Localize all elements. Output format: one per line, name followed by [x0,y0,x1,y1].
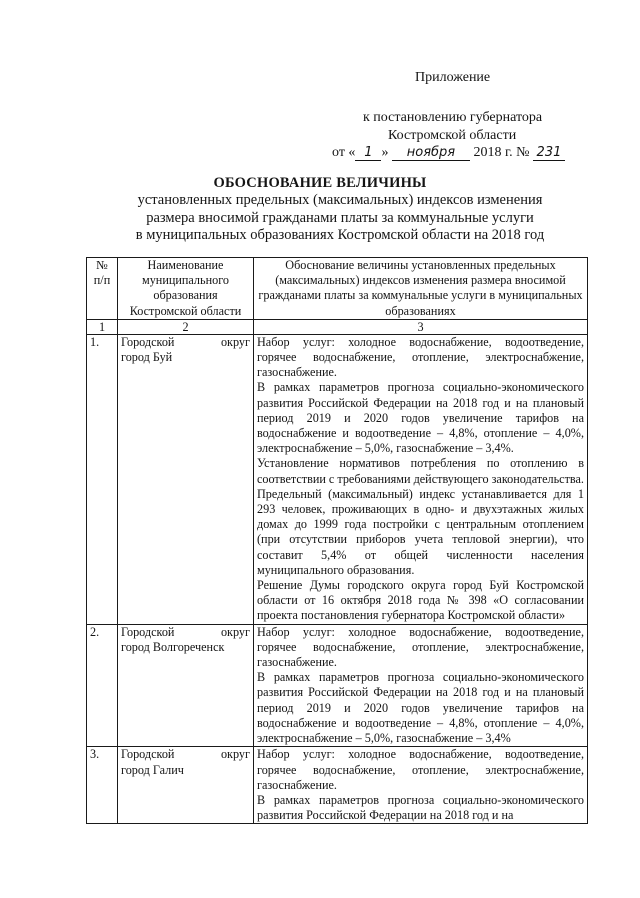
subtitle-line: установленных предельных (максимальных) индексов изменения [137,192,543,208]
decree-number-handwritten: 231 [533,146,565,161]
municipality-cell [118,624,254,747]
date-year: 2018 г. № [473,145,530,160]
date-month-handwritten: ноября [392,146,470,161]
justification-paragraph: В рамках параметров прогноза социально-экономического развития Российской Федерации на 2018 год и на плановый период 2019 и 2020 годов увеличение тарифов на водоснабжение и водоотведение – 4,8%, отопление – 4,0%, электроснабжение – 5,0%, газоснабжение – 3,4% [257,670,584,746]
justification-paragraph: Предельный (максимальный) индекс устанавливается для 1 293 человек, проживающих в одно- и двухэтажных жилых домах до 1999 года постройки с центральным отоплением (при отсутствии приборов учета тепловой энергии), что составит 5,4% от общей численности населения муниципального образования. [257,486,584,577]
row-number: 2. [87,624,118,747]
justification-cell [254,624,588,747]
justification-paragraph: В рамках параметров прогноза социально-экономического развития Российской Федерации на 2018 год и на [257,792,584,823]
index-cell: 3 [254,319,588,334]
table-row [87,624,588,747]
row-number: 3. [87,747,118,824]
date-mid: » [381,145,389,160]
subtitle-line: размера вносимой гражданами платы за коммунальные услуги [146,209,534,226]
date-prefix: от « [332,145,356,160]
index-cell: 2 [118,319,254,334]
justification-paragraph: Установление нормативов потребления по отоплению в соответствии с требованиями действующего законодательства. [257,456,584,486]
municipality-word: Городской [121,624,175,639]
justification-cell [254,334,588,624]
appendix-label: Приложение [415,70,491,85]
justification-paragraph: Набор услуг: холодное водоснабжение, водоотведение, горячее водоснабжение, отопление, электроснабжение, газоснабжение. [257,747,584,792]
municipality-word: округ [220,624,250,639]
subtitle-line: в муниципальных образованиях Костромской области на 2018 год [135,227,545,243]
municipality-name: город Буй [121,350,173,365]
municipality-word: округ [220,334,250,349]
decree-date-line [332,145,565,161]
decree-reference: к постановлению губернатора [363,110,543,125]
justification-paragraph: Набор услуг: холодное водоснабжение, водоотведение, горячее водоснабжение, отопление, электроснабжение, газоснабжение. [257,624,584,670]
justification-paragraph: В рамках параметров прогноза социально-экономического развития Российской Федерации на 2018 год и на плановый период 2019 и 2020 годов увеличение тарифов на водоснабжение и водоотведение – 4,8%, отопление – 4,0%, электроснабжение – 5,0%, газоснабжение – 3,4%. [257,380,584,456]
justification-cell [254,747,588,824]
municipality-name: город Волгореченск [121,639,225,654]
table-index-row [87,319,588,334]
justification-paragraph: Набор услуг: холодное водоснабжение, водоотведение, горячее водоснабжение, отопление, электроснабжение, газоснабжение. [257,334,584,380]
table-row [87,334,588,624]
municipality-cell [118,747,254,824]
municipality-cell [118,334,254,624]
municipality-word: Городской [121,747,175,762]
municipality-word: округ [220,747,250,762]
index-cell: 1 [87,319,118,334]
table-header-row [87,258,588,320]
header-cell-municipality: Наименование муниципального образования Костромской области [118,258,254,320]
date-day-handwritten: 1 [355,146,381,161]
table-row [87,747,588,824]
region-name: Костромской области [388,128,517,143]
justification-table [86,257,588,824]
document-subtitle [110,192,570,245]
document-title: ОБОСНОВАНИЕ ВЕЛИЧИНЫ [213,175,427,191]
municipality-name: город Галич [121,762,184,777]
row-number: 1. [87,334,118,624]
header-cell-justification: Обоснование величины установленных предельных (максимальных) индексов изменения размера вносимой гражданами платы за коммунальные услуги в муниципальных образованиях [254,258,588,320]
header-cell-number: № п/п [87,258,118,320]
municipality-word: Городской [121,334,175,349]
justification-paragraph: Решение Думы городского округа город Буй Костромской области от 16 октября 2018 года № 398 «О согласовании проекта постановления губернатора Костромской области» [257,578,584,623]
